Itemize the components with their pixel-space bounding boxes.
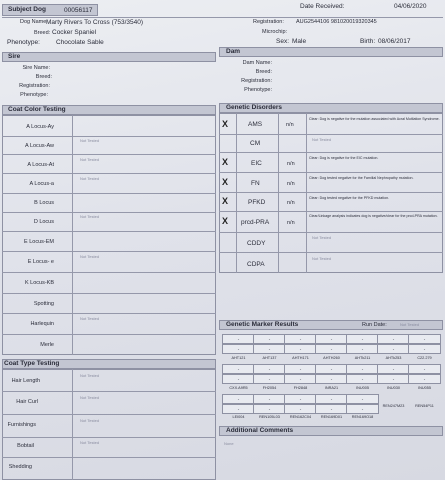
breed-value: Cocker Spaniel — [52, 29, 97, 36]
coat-row-label: Merle — [40, 342, 54, 348]
coat-color-title: Coat Color Testing — [8, 106, 66, 113]
run-date-value: Not Tested — [400, 322, 420, 327]
not-tested-note: Not Tested — [312, 137, 332, 142]
sire-name-label: Sire Name: — [22, 65, 50, 71]
phenotype-value: Chocolate Sable — [56, 39, 104, 46]
not-tested-note: Not Tested — [80, 395, 100, 400]
marker-label: FH2848 — [293, 386, 308, 390]
marker-cell: - — [377, 374, 410, 384]
marker-label: REN105L03 — [259, 415, 280, 419]
not-tested-note: Not Tested — [80, 373, 100, 378]
disorder-name: PFKD — [248, 199, 266, 206]
marker-cell: - — [222, 364, 255, 374]
marker-label: REN169O18 — [351, 415, 374, 419]
marker-label: AHTH260 — [323, 356, 340, 360]
tested-x-mark: X — [222, 177, 229, 187]
dam-header — [219, 47, 443, 57]
coat-type-title: Coat Type Testing — [4, 360, 60, 367]
marker-cell: - — [222, 344, 255, 354]
breed-label: Breed: — [34, 30, 51, 36]
sex-value: Male — [292, 38, 307, 45]
coat-type-col-divider — [72, 369, 73, 480]
marker-label: AHT121 — [231, 356, 246, 360]
coat-type-row-label: Hair Length — [11, 378, 40, 384]
marker-cell: - — [253, 364, 286, 374]
disorder-result: n/n — [287, 200, 295, 206]
sire-phenotype-label: Phenotype: — [20, 92, 48, 98]
marker-cell: - — [408, 334, 441, 344]
tested-x-mark: X — [222, 119, 229, 129]
registration-label: Registration: — [253, 19, 284, 25]
marker-cell: - — [284, 334, 317, 344]
marker-label: REN169D01 — [320, 415, 343, 419]
coat-row-label: D Locus — [33, 219, 54, 225]
disorder-result: n/n — [286, 122, 294, 128]
disorder-description: Clear: Dog is negative for the mutation associated with Acral Mutilation Syndrome. — [309, 117, 440, 121]
disorder-result: n/n — [287, 161, 295, 167]
coat-row-label: A Locus-At — [27, 162, 54, 168]
not-tested-note: Not Tested — [80, 214, 100, 219]
dam-phenotype-label: Phenotype: — [244, 87, 272, 93]
not-tested-note: Not Tested — [80, 440, 100, 445]
coat-row-label: Spotting — [33, 301, 54, 307]
sex-label: Sex: — [276, 38, 290, 45]
coat-row-label: E Locus-EM — [24, 239, 54, 245]
disorder-name: CDPA — [247, 261, 265, 268]
tested-x-mark: X — [222, 157, 229, 167]
date-received-value: 04/06/2020 — [394, 3, 427, 10]
coat-type-row-label: Furnishings — [7, 422, 36, 428]
disorder-result: n/n — [287, 181, 295, 187]
marker-label: INU030 — [387, 386, 400, 390]
tested-x-mark: X — [222, 216, 229, 226]
marker-label: INU005 — [356, 386, 369, 390]
marker-cell: - — [253, 334, 286, 344]
not-tested-note: Not Tested — [80, 316, 100, 321]
run-date-label: Run Date: — [362, 322, 387, 328]
marker-cell: - — [222, 404, 255, 414]
marker-cell: - — [284, 404, 317, 414]
dam-breed-label: Breed: — [255, 69, 272, 75]
genetic-markers-title: Genetic Marker Results — [226, 321, 299, 328]
marker-cell: - — [315, 404, 348, 414]
not-tested-note: Not Tested — [80, 157, 100, 162]
marker-cell: - — [253, 344, 286, 354]
marker-cell: - — [346, 394, 379, 404]
birth-label: Birth: — [360, 38, 376, 45]
marker-label: AHTk253 — [385, 356, 402, 360]
sire-registration-label: Registration: — [19, 83, 50, 89]
marker-label: REN162C04 — [289, 415, 312, 419]
disorder-name: FN — [251, 180, 260, 187]
marker-label: INU055 — [418, 386, 431, 390]
dam-name-label: Dam Name: — [242, 60, 272, 66]
marker-cell: - — [315, 364, 348, 374]
not-tested-note: Not Tested — [80, 176, 100, 181]
marker-label: FH2054 — [262, 386, 277, 390]
tested-x-mark: X — [222, 196, 229, 206]
registration-value: AUG2544106 981020019320345 — [296, 19, 377, 25]
marker-label: CXX.A9R5 — [229, 386, 248, 390]
marker-label: REN54P11 — [415, 404, 434, 408]
disorder-name: AMS — [248, 121, 263, 128]
marker-cell: - — [346, 374, 379, 384]
disorder-result: n/n — [287, 220, 295, 226]
subject-dog-label: Subject Dog — [8, 6, 46, 13]
marker-cell: - — [377, 334, 410, 344]
coat-row-label: Harlequin — [30, 321, 54, 327]
marker-cell: - — [222, 334, 255, 344]
coat-type-row-label: Bobtail — [17, 443, 34, 449]
date-received-label: Date Received: — [300, 3, 345, 10]
sire-breed-label: Breed: — [35, 74, 52, 80]
marker-cell: - — [377, 364, 410, 374]
genetic-disorders-title: Genetic Disorders — [226, 104, 282, 111]
marker-label: AHTH171 — [292, 356, 309, 360]
coat-type-row-label: Shedding — [8, 464, 32, 470]
disorder-name: prcd-PRA — [241, 219, 270, 226]
microchip-label: Microchip: — [262, 29, 288, 35]
marker-cell: - — [315, 374, 348, 384]
disorder-description: Clear: Dog tested negative for the PFKD mutation. — [309, 196, 390, 200]
marker-cell: - — [253, 374, 286, 384]
marker-cell: - — [315, 344, 348, 354]
not-tested-note: Not Tested — [312, 235, 332, 240]
marker-cell: - — [284, 374, 317, 384]
disorder-name: CM — [250, 140, 261, 147]
marker-cell: - — [346, 334, 379, 344]
phenotype-label: Phenotype: — [7, 39, 40, 46]
not-tested-note: Not Tested — [80, 138, 100, 143]
additional-comments-title: Additional Comments — [226, 427, 294, 434]
marker-label: C22.279 — [417, 356, 432, 360]
marker-label: LEI004 — [232, 415, 245, 419]
birth-value: 08/06/2017 — [378, 38, 411, 45]
marker-label: INRA21 — [324, 386, 339, 390]
dog-name-value: Marty Rivers To Cross (753/3540) — [46, 19, 144, 26]
coat-color-table — [2, 115, 216, 355]
disorder-description: Clear: Dog tested negative for the Familial Nephropathy mutation. — [309, 176, 414, 180]
marker-cell: - — [377, 344, 410, 354]
marker-label: REN247M23 — [382, 404, 405, 408]
dam-registration-label: Registration: — [241, 78, 272, 84]
dog-name-label: Dog Name: — [20, 19, 48, 25]
marker-label: AHT137 — [262, 356, 277, 360]
coat-type-row-label: Hair Curl — [16, 399, 38, 405]
marker-cell: - — [253, 404, 286, 414]
marker-cell: - — [284, 344, 317, 354]
disorder-name: EIC — [251, 160, 262, 167]
marker-cell: - — [346, 404, 379, 414]
coat-row-label: E Locus- e — [27, 259, 54, 265]
marker-cell: - — [408, 374, 441, 384]
marker-cell: - — [284, 364, 317, 374]
marker-cell: - — [315, 394, 348, 404]
not-tested-note: Not Tested — [312, 256, 332, 261]
additional-comments-text: None — [224, 441, 234, 446]
marker-cell: - — [346, 364, 379, 374]
coat-row-label: A Locus-a — [29, 181, 54, 187]
subject-id: 00056117 — [64, 7, 93, 14]
disorder-name: CDDY — [247, 240, 266, 247]
dam-title: Dam — [226, 48, 241, 55]
marker-cell: - — [284, 394, 317, 404]
coat-row-label: A Locus-Ay — [26, 124, 54, 130]
marker-cell: - — [408, 364, 441, 374]
coat-color-col-divider — [72, 115, 73, 355]
marker-label: AHTk211 — [354, 356, 371, 360]
header-divider — [2, 17, 443, 18]
coat-row-label: A Locus-Aw — [25, 143, 54, 149]
marker-cell: - — [408, 344, 441, 354]
not-tested-note: Not Tested — [80, 254, 100, 259]
marker-cell: - — [315, 334, 348, 344]
sire-title: Sire — [8, 53, 21, 60]
marker-cell: - — [222, 394, 255, 404]
marker-cell: - — [346, 344, 379, 354]
marker-cell: - — [253, 394, 286, 404]
sire-header — [2, 52, 216, 62]
coat-row-label: B Locus — [34, 200, 54, 206]
marker-cell: - — [222, 374, 255, 384]
not-tested-note: Not Tested — [80, 418, 100, 423]
coat-row-label: K Locus-KB — [24, 280, 54, 286]
disorder-description: Clear: Dog is negative for the EIC mutation. — [309, 156, 379, 160]
disorder-description: Clear/Linkage analysis indicates dog is negative/clear for the prcd-PRA mutation. — [309, 214, 438, 218]
